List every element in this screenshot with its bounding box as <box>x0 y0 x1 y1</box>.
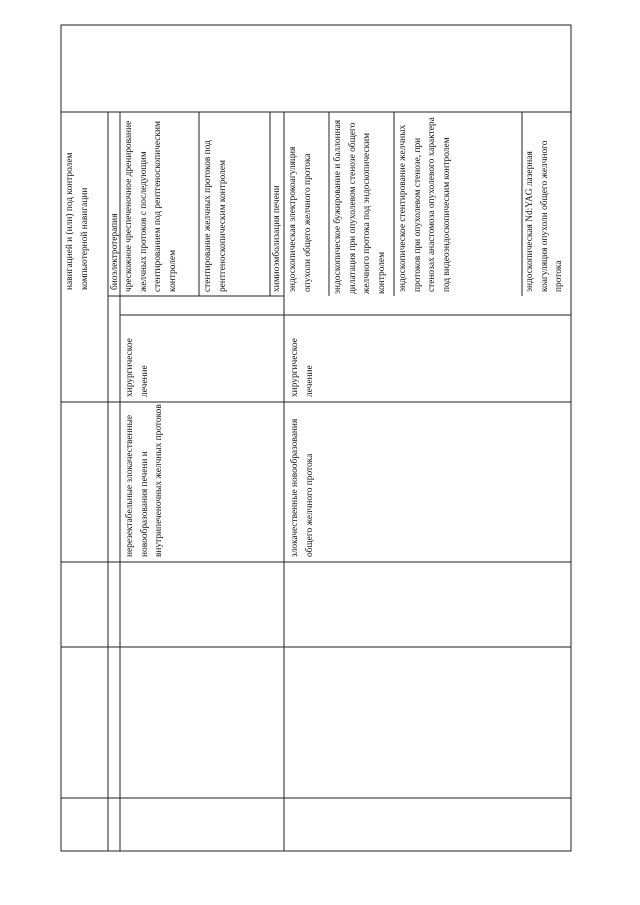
method-cell-drainage: чрескожное чреспеченочное дренирование желчных протоков с последующим стентированием под рентгеноскопическим контролем <box>124 120 178 292</box>
method-cell-chemoembolization: химиоэмболизация печени <box>272 185 282 292</box>
method-cell-laser: эндоскопическая Nd:YAG лазерная коагуляция опухоли общего желчного протока <box>525 140 565 292</box>
disease-cell-liver: нерезектабельные злокачественные новообразования печени и внутрипеченочных желчных протоков <box>125 404 165 557</box>
disease-cell-bile-duct: злокачественные новообразования общего желчного протока <box>290 418 315 557</box>
method-cell-stenting: стентирование желчных протоков под рентгеноскопическим контролем <box>203 140 228 292</box>
method-cell-bougienage: эндоскопическое бужирование и баллонная дилатация при опухолевом стенозе общего желчного протока под эндоскопическим контролем <box>333 119 387 294</box>
bioelectro-cell: биоэлектротерапия <box>110 213 120 290</box>
nav-text-cell: навигацией и (или) под контролем компьютерной навигации <box>65 152 90 290</box>
treatment-type-cell-liver: хирургическое лечение <box>125 338 150 397</box>
method-cell-electrocoagulation: эндоскопическая электрокоагуляция опухоли общего желчного протока <box>288 146 313 292</box>
treatment-type-cell-bile-duct: хирургическое лечение <box>290 338 315 397</box>
method-cell-endoscopic-stenting: эндоскопическое стентирование желчных протоков при опухолевом стенозе, при стенозах анастомоза опухолевого характера под видеоэндоскопическим контролем <box>398 117 452 292</box>
